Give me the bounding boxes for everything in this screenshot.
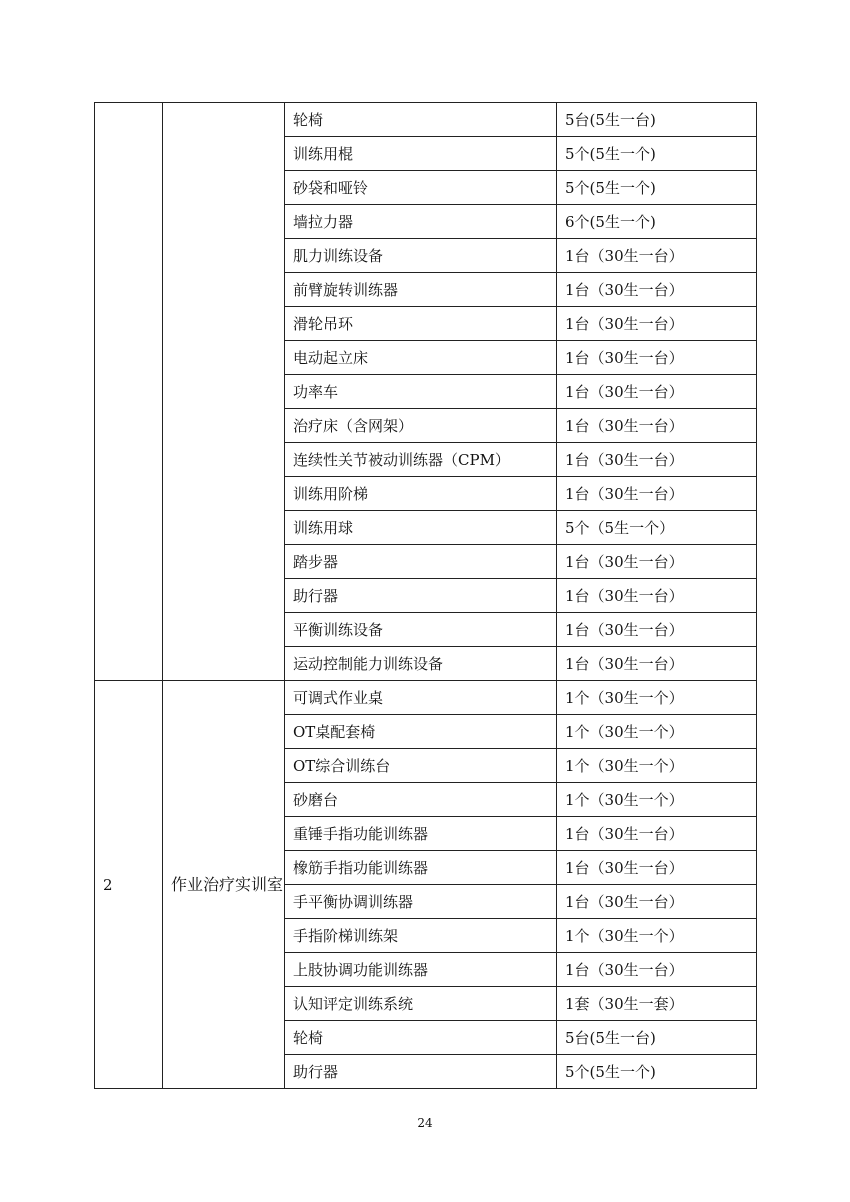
equipment-quantity-cell: 1台（30生一台） [557,375,757,409]
equipment-quantity-cell: 1台（30生一台） [557,851,757,885]
room-name-cell: 作业治疗实训室 [163,681,285,1089]
equipment-name-cell: OT桌配套椅 [285,715,557,749]
equipment-quantity-cell: 1台（30生一台） [557,545,757,579]
equipment-name-cell: 运动控制能力训练设备 [285,647,557,681]
equipment-name-cell: 滑轮吊环 [285,307,557,341]
equipment-quantity-cell: 5个(5生一个) [557,137,757,171]
equipment-quantity-cell: 5台(5生一台) [557,1021,757,1055]
equipment-quantity-cell: 1台（30生一台） [557,307,757,341]
section-number-cell [95,103,163,681]
equipment-quantity-cell: 5台(5生一台) [557,103,757,137]
equipment-name-cell: 手平衡协调训练器 [285,885,557,919]
equipment-name-cell: 训练用阶梯 [285,477,557,511]
equipment-name-cell: 轮椅 [285,103,557,137]
equipment-name-cell: 可调式作业桌 [285,681,557,715]
equipment-quantity-cell: 1个（30生一个） [557,783,757,817]
equipment-quantity-cell: 5个(5生一个) [557,171,757,205]
equipment-quantity-cell: 1个（30生一个） [557,681,757,715]
equipment-quantity-cell: 1套（30生一套） [557,987,757,1021]
page-number: 24 [417,1116,433,1130]
equipment-name-cell: 砂磨台 [285,783,557,817]
equipment-quantity-cell: 6个(5生一个) [557,205,757,239]
equipment-quantity-cell: 1台（30生一台） [557,273,757,307]
equipment-name-cell: 助行器 [285,1055,557,1089]
equipment-name-cell: 橡筋手指功能训练器 [285,851,557,885]
equipment-quantity-cell: 1台（30生一台） [557,477,757,511]
equipment-quantity-cell: 1台（30生一台） [557,579,757,613]
equipment-name-cell: 助行器 [285,579,557,613]
equipment-quantity-cell: 5个(5生一个) [557,1055,757,1089]
equipment-quantity-cell: 1个（30生一个） [557,919,757,953]
equipment-name-cell: 轮椅 [285,1021,557,1055]
equipment-quantity-cell: 1个（30生一个） [557,715,757,749]
equipment-name-cell: 训练用球 [285,511,557,545]
equipment-name-cell: 重锤手指功能训练器 [285,817,557,851]
equipment-quantity-cell: 1台（30生一台） [557,817,757,851]
equipment-name-cell: 电动起立床 [285,341,557,375]
equipment-name-cell: 手指阶梯训练架 [285,919,557,953]
room-name-cell [163,103,285,681]
section-number-cell: 2 [95,681,163,1089]
equipment-name-cell: 功率车 [285,375,557,409]
equipment-name-cell: 上肢协调功能训练器 [285,953,557,987]
equipment-quantity-cell: 1台（30生一台） [557,885,757,919]
equipment-name-cell: 踏步器 [285,545,557,579]
equipment-quantity-cell: 1台（30生一台） [557,409,757,443]
equipment-table [94,102,757,1089]
table-row [95,681,757,715]
equipment-name-cell: 前臂旋转训练器 [285,273,557,307]
equipment-quantity-cell: 1台（30生一台） [557,443,757,477]
equipment-name-cell: 治疗床（含网架） [285,409,557,443]
equipment-name-cell: 训练用棍 [285,137,557,171]
equipment-quantity-cell: 1个（30生一个） [557,749,757,783]
equipment-name-cell: 平衡训练设备 [285,613,557,647]
equipment-name-cell: 连续性关节被动训练器（CPM） [285,443,557,477]
equipment-name-cell: OT综合训练台 [285,749,557,783]
equipment-quantity-cell: 1台（30生一台） [557,647,757,681]
equipment-quantity-cell: 1台（30生一台） [557,239,757,273]
equipment-name-cell: 砂袋和哑铃 [285,171,557,205]
equipment-quantity-cell: 1台（30生一台） [557,613,757,647]
equipment-table-body [95,103,757,1089]
equipment-name-cell: 墙拉力器 [285,205,557,239]
equipment-quantity-cell: 1台（30生一台） [557,341,757,375]
equipment-quantity-cell: 1台（30生一台） [557,953,757,987]
equipment-name-cell: 认知评定训练系统 [285,987,557,1021]
equipment-name-cell: 肌力训练设备 [285,239,557,273]
table-row [95,103,757,137]
equipment-quantity-cell: 5个（5生一个） [557,511,757,545]
